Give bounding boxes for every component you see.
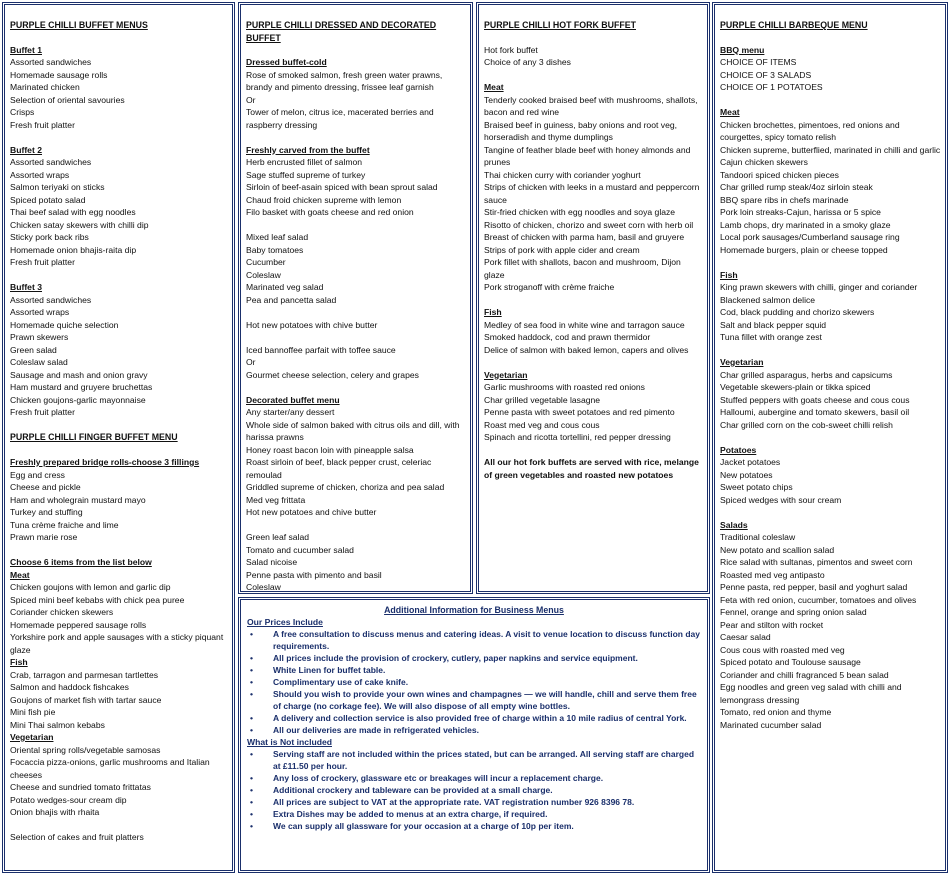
menu-item: Assorted sandwiches bbox=[10, 57, 92, 67]
menu-item: Assorted sandwiches bbox=[10, 157, 92, 167]
menu-item: Penne pasta with pimento and basil bbox=[246, 569, 382, 580]
menu-item: Medley of sea food in white wine and tarragon sauce bbox=[484, 319, 685, 330]
menu-item: Fresh fruit platter bbox=[10, 257, 75, 267]
menu-item: Braised beef in guiness, baby onions and root veg, horseradish and thyme dumplings bbox=[484, 119, 678, 142]
menu-item: Spiced wedges with sour cream bbox=[720, 494, 842, 505]
panel-title: PURPLE CHILLI BARBEQUE MENU bbox=[720, 20, 868, 30]
menu-item: Tangine of feather blade beef with honey almonds and prunes bbox=[484, 144, 691, 167]
menu-item: Cajun chicken skewers bbox=[720, 157, 808, 167]
item-list bbox=[246, 406, 466, 519]
menu-item: Fresh fruit platter bbox=[10, 407, 75, 417]
menu-item: Thai chicken curry with coriander yoghurt bbox=[484, 169, 641, 180]
item-list bbox=[484, 44, 703, 69]
menu-item: Salad nicoise bbox=[246, 557, 298, 567]
menu-item: Homemade burgers, plain or cheese topped bbox=[720, 244, 888, 255]
menu-item: CHOICE OF 3 SALADS bbox=[720, 69, 812, 80]
menu-item: Strips of pork with apple cider and cream bbox=[484, 244, 640, 255]
section-heading: Freshly prepared bridge rolls-choose 3 fillings bbox=[10, 457, 200, 467]
included-list bbox=[247, 628, 701, 736]
menu-item: Marinated chicken bbox=[10, 82, 80, 92]
item-list bbox=[720, 56, 941, 94]
menu-item: Penne pasta, red pepper, basil and yoghurt salad bbox=[720, 582, 908, 592]
item-list bbox=[246, 156, 466, 219]
menu-item: Pork loin streaks-Cajun, harissa or 5 spice bbox=[720, 207, 881, 217]
item-list bbox=[10, 156, 228, 269]
menu-item: Cheese and pickle bbox=[10, 482, 81, 492]
menu-item: Pork fillet with shallots, bacon and mushroom, Dijon glaze bbox=[484, 257, 681, 280]
item-list bbox=[10, 581, 228, 656]
section-heading: Meat bbox=[484, 82, 504, 92]
menu-item: Rice salad with sultanas, pimentos and sweet corn bbox=[720, 557, 913, 567]
section-heading: Freshly carved from the buffet bbox=[246, 144, 370, 155]
item-list bbox=[484, 319, 703, 357]
menu-item: Stuffed peppers with goats cheese and cous cous bbox=[720, 394, 910, 405]
item-list bbox=[246, 69, 466, 132]
menu-item: Whole side of salmon baked with citrus oils and dill, with harissa prawns bbox=[246, 419, 460, 442]
potatoes-text: Hot new potatoes with chive butter bbox=[246, 319, 378, 330]
menu-item: Penne pasta with sweet potatoes and red pimento bbox=[484, 407, 675, 417]
menu-item: Herb encrusted fillet of salmon bbox=[246, 157, 363, 167]
section-heading: Meat bbox=[10, 569, 30, 580]
menu-item: Rose of smoked salmon, fresh green water prawns, brandy and pimento dressing, frissee leaf garnish bbox=[246, 69, 443, 92]
menu-item: Fresh fruit platter bbox=[10, 119, 75, 130]
menu-item: Breast of chicken with parma ham, basil and gruyere bbox=[484, 232, 685, 242]
menu-item: Tomato and cucumber salad bbox=[246, 544, 354, 555]
menu-item: Chicken goujons-garlic mayonnaise bbox=[10, 394, 146, 405]
menu-item: Chicken satay skewers with chilli dip bbox=[10, 219, 149, 230]
menu-item: Crisps bbox=[10, 107, 35, 117]
info-bullet: • We can supply all glassware for your occasion at a charge of 10p per item. bbox=[247, 820, 701, 832]
section-heading: BBQ menu bbox=[720, 44, 765, 55]
menu-item: Thai beef salad with egg noodles bbox=[10, 207, 136, 217]
menu-item: Griddled supreme of chicken, choriza and pea salad bbox=[246, 482, 445, 492]
menu-item: Homemade peppered sausage rolls bbox=[10, 619, 147, 630]
menu-item: Pork stroganoff with crème fraiche bbox=[484, 282, 615, 292]
item-list bbox=[10, 669, 228, 732]
menu-item: Coriander chicken skewers bbox=[10, 607, 114, 617]
menu-item: Iced bannoffee parfait with toffee sauce bbox=[246, 344, 396, 355]
menu-item: Roasted med veg antipasto bbox=[720, 569, 825, 580]
menu-item: Chicken brochettes, pimentoes, red onions and courgettes, spicy tomato relish bbox=[720, 119, 900, 142]
menu-item: Or bbox=[246, 357, 256, 367]
item-list bbox=[10, 744, 228, 819]
closing-text: Selection of cakes and fruit platters bbox=[10, 832, 144, 842]
dressed-buffet-panel bbox=[238, 2, 473, 594]
section-heading: Fish bbox=[720, 269, 738, 280]
info-bullet: • Extra Dishes may be added to menus at an extra charge, if required. bbox=[247, 808, 701, 820]
info-bullet: • All our deliveries are made in refrigerated vehicles. bbox=[247, 724, 701, 736]
menu-item: Spiced potato and Toulouse sausage bbox=[720, 657, 861, 667]
menu-item: Onion bhajis with rhaita bbox=[10, 807, 100, 817]
menu-item: Spinach and ricotta tortellini, red pepper dressing bbox=[484, 432, 671, 442]
info-title: Additional Information for Business Menus bbox=[384, 605, 564, 615]
menu-item: Lamb chops, dry marinated in a smoky glaze bbox=[720, 219, 891, 230]
menu-item: Salt and black pepper squid bbox=[720, 319, 827, 330]
info-bullet: • Additional crockery and tableware can be provided at a small charge. bbox=[247, 784, 701, 796]
menu-item: Feta with red onion, cucumber, tomatoes and olives bbox=[720, 594, 917, 605]
panel-title: PURPLE CHILLI HOT FORK BUFFET bbox=[484, 20, 636, 30]
menu-item: Halloumi, aubergine and tomato skewers, basil oil bbox=[720, 407, 910, 417]
menu-item: Sweet potato chips bbox=[720, 482, 793, 492]
menu-item: Local pork sausages/Cumberland sausage ring bbox=[720, 232, 900, 242]
menu-item: Potato wedges-sour cream dip bbox=[10, 794, 127, 805]
menu-item: King prawn skewers with chilli, ginger and coriander bbox=[720, 282, 918, 292]
menu-item: Mini Thai salmon kebabs bbox=[10, 719, 105, 730]
info-bullet: • Serving staff are not included within the prices stated, but can be arranged. All serving staff are charged at £11.50 per hour. bbox=[247, 748, 701, 772]
menu-item: Or bbox=[246, 94, 256, 105]
item-list bbox=[246, 231, 466, 306]
item-list bbox=[484, 94, 703, 294]
footer-note: All our hot fork buffets are served with rice, melange of green vegetables and roasted new potatoes bbox=[484, 457, 699, 480]
menu-item: Gourmet cheese selection, celery and grapes bbox=[246, 369, 419, 380]
menu-item: Green leaf salad bbox=[246, 532, 310, 542]
menu-item: Ham and wholegrain mustard mayo bbox=[10, 494, 146, 505]
menu-item: Stir-fried chicken with egg noodles and soya glaze bbox=[484, 207, 676, 217]
included-heading: Our Prices Include bbox=[247, 617, 323, 627]
menu-item: Blackened salmon delice bbox=[720, 294, 816, 305]
menu-item: Med veg frittata bbox=[246, 494, 306, 505]
menu-item: New potatoes bbox=[720, 469, 773, 480]
menu-item: Sausage and mash and onion gravy bbox=[10, 369, 148, 380]
menu-item: Pea and pancetta salad bbox=[246, 294, 337, 305]
menu-item: Baby tomatoes bbox=[246, 244, 304, 255]
menu-item: Egg noodles and green veg salad with chilli and lemongrass dressing bbox=[720, 682, 902, 705]
menu-item: Goujons of market fish with tartar sauce bbox=[10, 694, 162, 705]
menu-item: Char grilled corn on the cob-sweet chilli relish bbox=[720, 419, 893, 430]
item-list bbox=[720, 456, 941, 506]
menu-item: Homemade onion bhajis-raita dip bbox=[10, 244, 137, 255]
menu-item: Chicken goujons with lemon and garlic dip bbox=[10, 582, 171, 592]
menu-item: Cous cous with roasted med veg bbox=[720, 644, 845, 655]
menu-item: Tomato, red onion and thyme bbox=[720, 707, 832, 717]
menu-item: Green salad bbox=[10, 344, 57, 355]
menu-item: Ham mustard and gruyere bruchettas bbox=[10, 382, 153, 392]
menu-item: Char grilled asparagus, herbs and capsicums bbox=[720, 369, 893, 380]
section-heading: Meat bbox=[720, 107, 740, 117]
menu-item: Choice of any 3 dishes bbox=[484, 57, 571, 67]
menu-item: Smoked haddock, cod and prawn thermidor bbox=[484, 332, 651, 342]
menu-item: Any starter/any dessert bbox=[246, 407, 335, 417]
menu-item: CHOICE OF 1 POTATOES bbox=[720, 82, 823, 92]
menu-item: Marinated veg salad bbox=[246, 282, 324, 292]
section-heading: Salads bbox=[720, 519, 748, 530]
menu-item: Turkey and stuffing bbox=[10, 507, 83, 517]
menu-item: Tuna crème fraiche and lime bbox=[10, 519, 119, 530]
menu-item: Cod, black pudding and chorizo skewers bbox=[720, 307, 875, 317]
section-heading: Choose 6 items from the list below bbox=[10, 557, 152, 567]
menu-item: Spiced mini beef kebabs with chick pea puree bbox=[10, 594, 185, 605]
menu-item: Tuna fillet with orange zest bbox=[720, 332, 822, 342]
menu-item: Assorted sandwiches bbox=[10, 294, 92, 305]
section-heading: Vegetarian bbox=[720, 357, 764, 367]
section-heading: Vegetarian bbox=[10, 732, 54, 742]
menu-item: Hot new potatoes and chive butter bbox=[246, 507, 377, 517]
menu-item: Sirloin of beef-asain spiced with bean sprout salad bbox=[246, 182, 438, 192]
item-list bbox=[10, 56, 228, 131]
section-heading: Buffet 3 bbox=[10, 282, 42, 292]
menu-item: Char grilled vegetable lasagne bbox=[484, 394, 601, 405]
menu-item: BBQ spare ribs in chefs marinade bbox=[720, 194, 849, 205]
finger-buffet-title: PURPLE CHILLI FINGER BUFFET MENU bbox=[10, 432, 178, 442]
menu-item: Caesar salad bbox=[720, 632, 771, 642]
menu-item: Strips of chicken with leeks in a mustard and peppercorn sauce bbox=[484, 182, 700, 205]
menu-item: Risotto of chicken, chorizo and sweet corn with herb oil bbox=[484, 219, 694, 230]
menu-item: Traditional coleslaw bbox=[720, 532, 796, 542]
section-heading: Fish bbox=[10, 657, 28, 667]
panel-title: PURPLE CHILLI DRESSED AND DECORATED BUFFET bbox=[246, 20, 437, 43]
info-bullet: • White Linen for buffet table. bbox=[247, 664, 701, 676]
section-heading: Buffet 2 bbox=[10, 144, 42, 155]
menu-item: Chaud froid chicken supreme with lemon bbox=[246, 194, 402, 205]
item-list bbox=[10, 294, 228, 419]
item-list bbox=[246, 531, 466, 594]
menu-item: Sage stuffed supreme of turkey bbox=[246, 169, 366, 180]
menu-item: Hot fork buffet bbox=[484, 44, 538, 55]
menu-item: Fennel, orange and spring onion salad bbox=[720, 607, 867, 617]
item-list bbox=[720, 531, 941, 731]
item-list bbox=[720, 281, 941, 344]
hot-fork-panel bbox=[476, 2, 710, 594]
section-heading: Buffet 1 bbox=[10, 44, 42, 55]
panel-title: PURPLE CHILLI BUFFET MENUS bbox=[10, 20, 148, 30]
menu-item: Jacket potatoes bbox=[720, 457, 781, 467]
menu-item: Cheese and sundried tomato frittatas bbox=[10, 782, 151, 792]
section-heading: Potatoes bbox=[720, 444, 757, 455]
menu-item: Chicken supreme, butterflied, marinated in chilli and garlic bbox=[720, 144, 941, 155]
excluded-heading: What is Not included bbox=[247, 737, 332, 747]
menu-item: Mini fish pie bbox=[10, 707, 56, 717]
buffet-menus-panel bbox=[2, 2, 235, 873]
menu-item: Tenderly cooked braised beef with mushrooms, shallots, bacon and red wine bbox=[484, 94, 698, 117]
info-bullet: • All prices are subject to VAT at the appropriate rate. VAT registration number 926 8396 78. bbox=[247, 796, 701, 808]
menu-item: Honey roast bacon loin with pineapple salsa bbox=[246, 444, 414, 455]
menu-item: Tandoori spiced chicken pieces bbox=[720, 169, 839, 180]
menu-item: Tower of melon, citrus ice, macerated berries and raspberry dressing bbox=[246, 107, 434, 130]
info-bullet: • Complimentary use of cake knife. bbox=[247, 676, 701, 688]
menu-item: Coleslaw bbox=[246, 582, 281, 592]
menu-item: Marinated cucumber salad bbox=[720, 719, 822, 730]
info-bullet: • A free consultation to discuss menus and catering ideas. A visit to venue location to discuss function day requirements. bbox=[247, 628, 701, 652]
menu-item: Homemade sausage rolls bbox=[10, 69, 108, 80]
info-bullet: • A delivery and collection service is also provided free of charge within a 10 mile radius of central York. bbox=[247, 712, 701, 724]
menu-item: Char grilled rump steak/4oz sirloin steak bbox=[720, 182, 873, 192]
menu-item: Coriander and chilli fragranced 5 bean salad bbox=[720, 669, 889, 680]
section-heading: Fish bbox=[484, 307, 502, 317]
menu-item: Crab, tarragon and parmesan tartlettes bbox=[10, 669, 159, 680]
menu-item: Pear and stilton with rocket bbox=[720, 619, 824, 630]
item-list bbox=[484, 381, 703, 444]
menu-item: Egg and cress bbox=[10, 469, 65, 480]
menu-item: Assorted wraps bbox=[10, 169, 70, 180]
menu-item: Sticky pork back ribs bbox=[10, 232, 89, 242]
menu-item: Yorkshire pork and apple sausages with a sticky piquant glaze bbox=[10, 632, 224, 655]
menu-item: Homemade quiche selection bbox=[10, 319, 119, 330]
info-bullet: • All prices include the provision of crockery, cutlery, paper napkins and service equipment. bbox=[247, 652, 701, 664]
item-list bbox=[720, 119, 941, 257]
excluded-list bbox=[247, 748, 701, 832]
menu-item: Prawn marie rose bbox=[10, 532, 78, 542]
menu-item: Cucumber bbox=[246, 257, 286, 267]
section-heading: Decorated buffet menu bbox=[246, 394, 340, 405]
menu-item: Filo basket with goats cheese and red onion bbox=[246, 207, 414, 217]
item-list bbox=[10, 469, 228, 544]
menu-item: Coleslaw bbox=[246, 269, 281, 280]
menu-item: Prawn skewers bbox=[10, 332, 69, 342]
additional-info-panel bbox=[238, 597, 710, 873]
menu-item: Roast med veg and cous cous bbox=[484, 419, 600, 430]
section-heading: Vegetarian bbox=[484, 369, 528, 380]
barbeque-panel bbox=[712, 2, 948, 873]
section-heading: Dressed buffet-cold bbox=[246, 57, 327, 67]
info-bullet: • Should you wish to provide your own wines and champagnes — we will handle, chill and serve them free of charge (no corkage fee). We will also dispose of all empty wine bottles. bbox=[247, 688, 701, 712]
menu-item: Vegetable skewers-plain or tikka spiced bbox=[720, 382, 871, 392]
menu-item: Delice of salmon with baked lemon, capers and olives bbox=[484, 344, 689, 355]
menu-item: Coleslaw salad bbox=[10, 357, 68, 367]
item-list bbox=[720, 369, 941, 432]
menu-item: Roast sirloin of beef, black pepper crust, celeriac remoulad bbox=[246, 457, 432, 480]
item-list bbox=[246, 344, 466, 382]
menu-item: Selection of oriental savouries bbox=[10, 94, 125, 105]
menu-item: Assorted wraps bbox=[10, 307, 70, 317]
menu-item: Focaccia pizza-onions, garlic mushrooms and Italian cheeses bbox=[10, 757, 210, 780]
menu-item: Spiced potato salad bbox=[10, 194, 86, 205]
menu-item: Oriental spring rolls/vegetable samosas bbox=[10, 744, 161, 755]
info-bullet: • Any loss of crockery, glassware etc or breakages will incur a replacement charge. bbox=[247, 772, 701, 784]
menu-item: CHOICE OF ITEMS bbox=[720, 57, 797, 67]
menu-item: Salmon and haddock fishcakes bbox=[10, 682, 129, 692]
menu-item: Salmon teriyaki on sticks bbox=[10, 182, 105, 192]
menu-item: New potato and scallion salad bbox=[720, 544, 835, 555]
menu-item: Garlic mushrooms with roasted red onions bbox=[484, 382, 645, 392]
menu-item: Mixed leaf salad bbox=[246, 232, 309, 242]
